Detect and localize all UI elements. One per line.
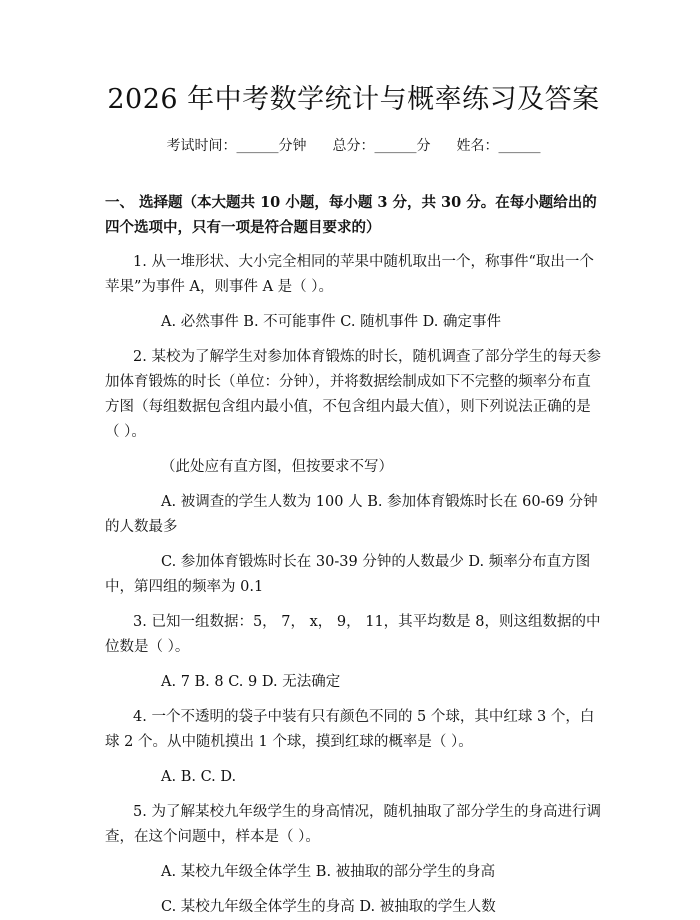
question-5-options-cd: C. 某校九年级全体学生的身高 D. 被抽取的学生人数: [161, 899, 496, 915]
question-1-stem: 1. 从一堆形状、大小完全相同的苹果中随机取出一个，称事件“取出一个苹果”为事件 A，则事件 A 是（ ）。: [105, 254, 594, 295]
question-3-stem: 3. 已知一组数据：5， 7， x， 9， 11，其平均数是 8，则这组数据的中位数是（ ）。: [105, 614, 601, 655]
question-2-options-ab: A. 被调查的学生人数为 100 人 B. 参加体育锻炼时长在 60-69 分钟的人数最多: [105, 494, 598, 535]
question-5-options-ab: A. 某校九年级全体学生 B. 被抽取的部分学生的身高: [161, 864, 496, 880]
question-4-options: A. B. C. D.: [161, 769, 237, 785]
page-title: 2026 年中考数学统计与概率练习及答案: [107, 84, 600, 115]
total-score-field: 总分：______分: [332, 138, 431, 154]
question-2-stem: 2. 某校为了解学生对参加体育锻炼的时长，随机调查了部分学生的每天参加体育锻炼的时长（单位：分钟），并将数据绘制成如下不完整的频率分布直方图（每组数据包含组内最小值，不包含组内最大值），则下列说法正确的是（ ）。: [105, 349, 601, 440]
question-3-options: A. 7 B. 8 C. 9 D. 无法确定: [161, 674, 341, 690]
question-2-note: （此处应有直方图，但按要求不写）: [161, 459, 393, 475]
question-5-stem: 5. 为了解某校九年级学生的身高情况，随机抽取了部分学生的身高进行调查，在这个问题中，样本是（ ）。: [105, 804, 601, 845]
question-1-options: A. 必然事件 B. 不可能事件 C. 随机事件 D. 确定事件: [161, 314, 502, 330]
student-name-field: 姓名：______: [456, 138, 541, 154]
section-heading: 一、 选择题（本大题共 10 小题，每小题 3 分，共 30 分。在每小题给出的四个选项中，只有一项是符合题目要求的）: [105, 194, 597, 236]
question-2-options-cd: C. 参加体育锻炼时长在 30-39 分钟的人数最少 D. 频率分布直方图中，第四组的频率为 0.1: [105, 554, 591, 595]
exam-time-field: 考试时间：______分钟: [166, 138, 307, 154]
question-4-stem: 4. 一个不透明的袋子中装有只有颜色不同的 5 个球，其中红球 3 个，白球 2 个。从中随机摸出 1 个球，摸到红球的概率是（ ）。: [105, 709, 595, 750]
exam-meta: [105, 134, 602, 158]
